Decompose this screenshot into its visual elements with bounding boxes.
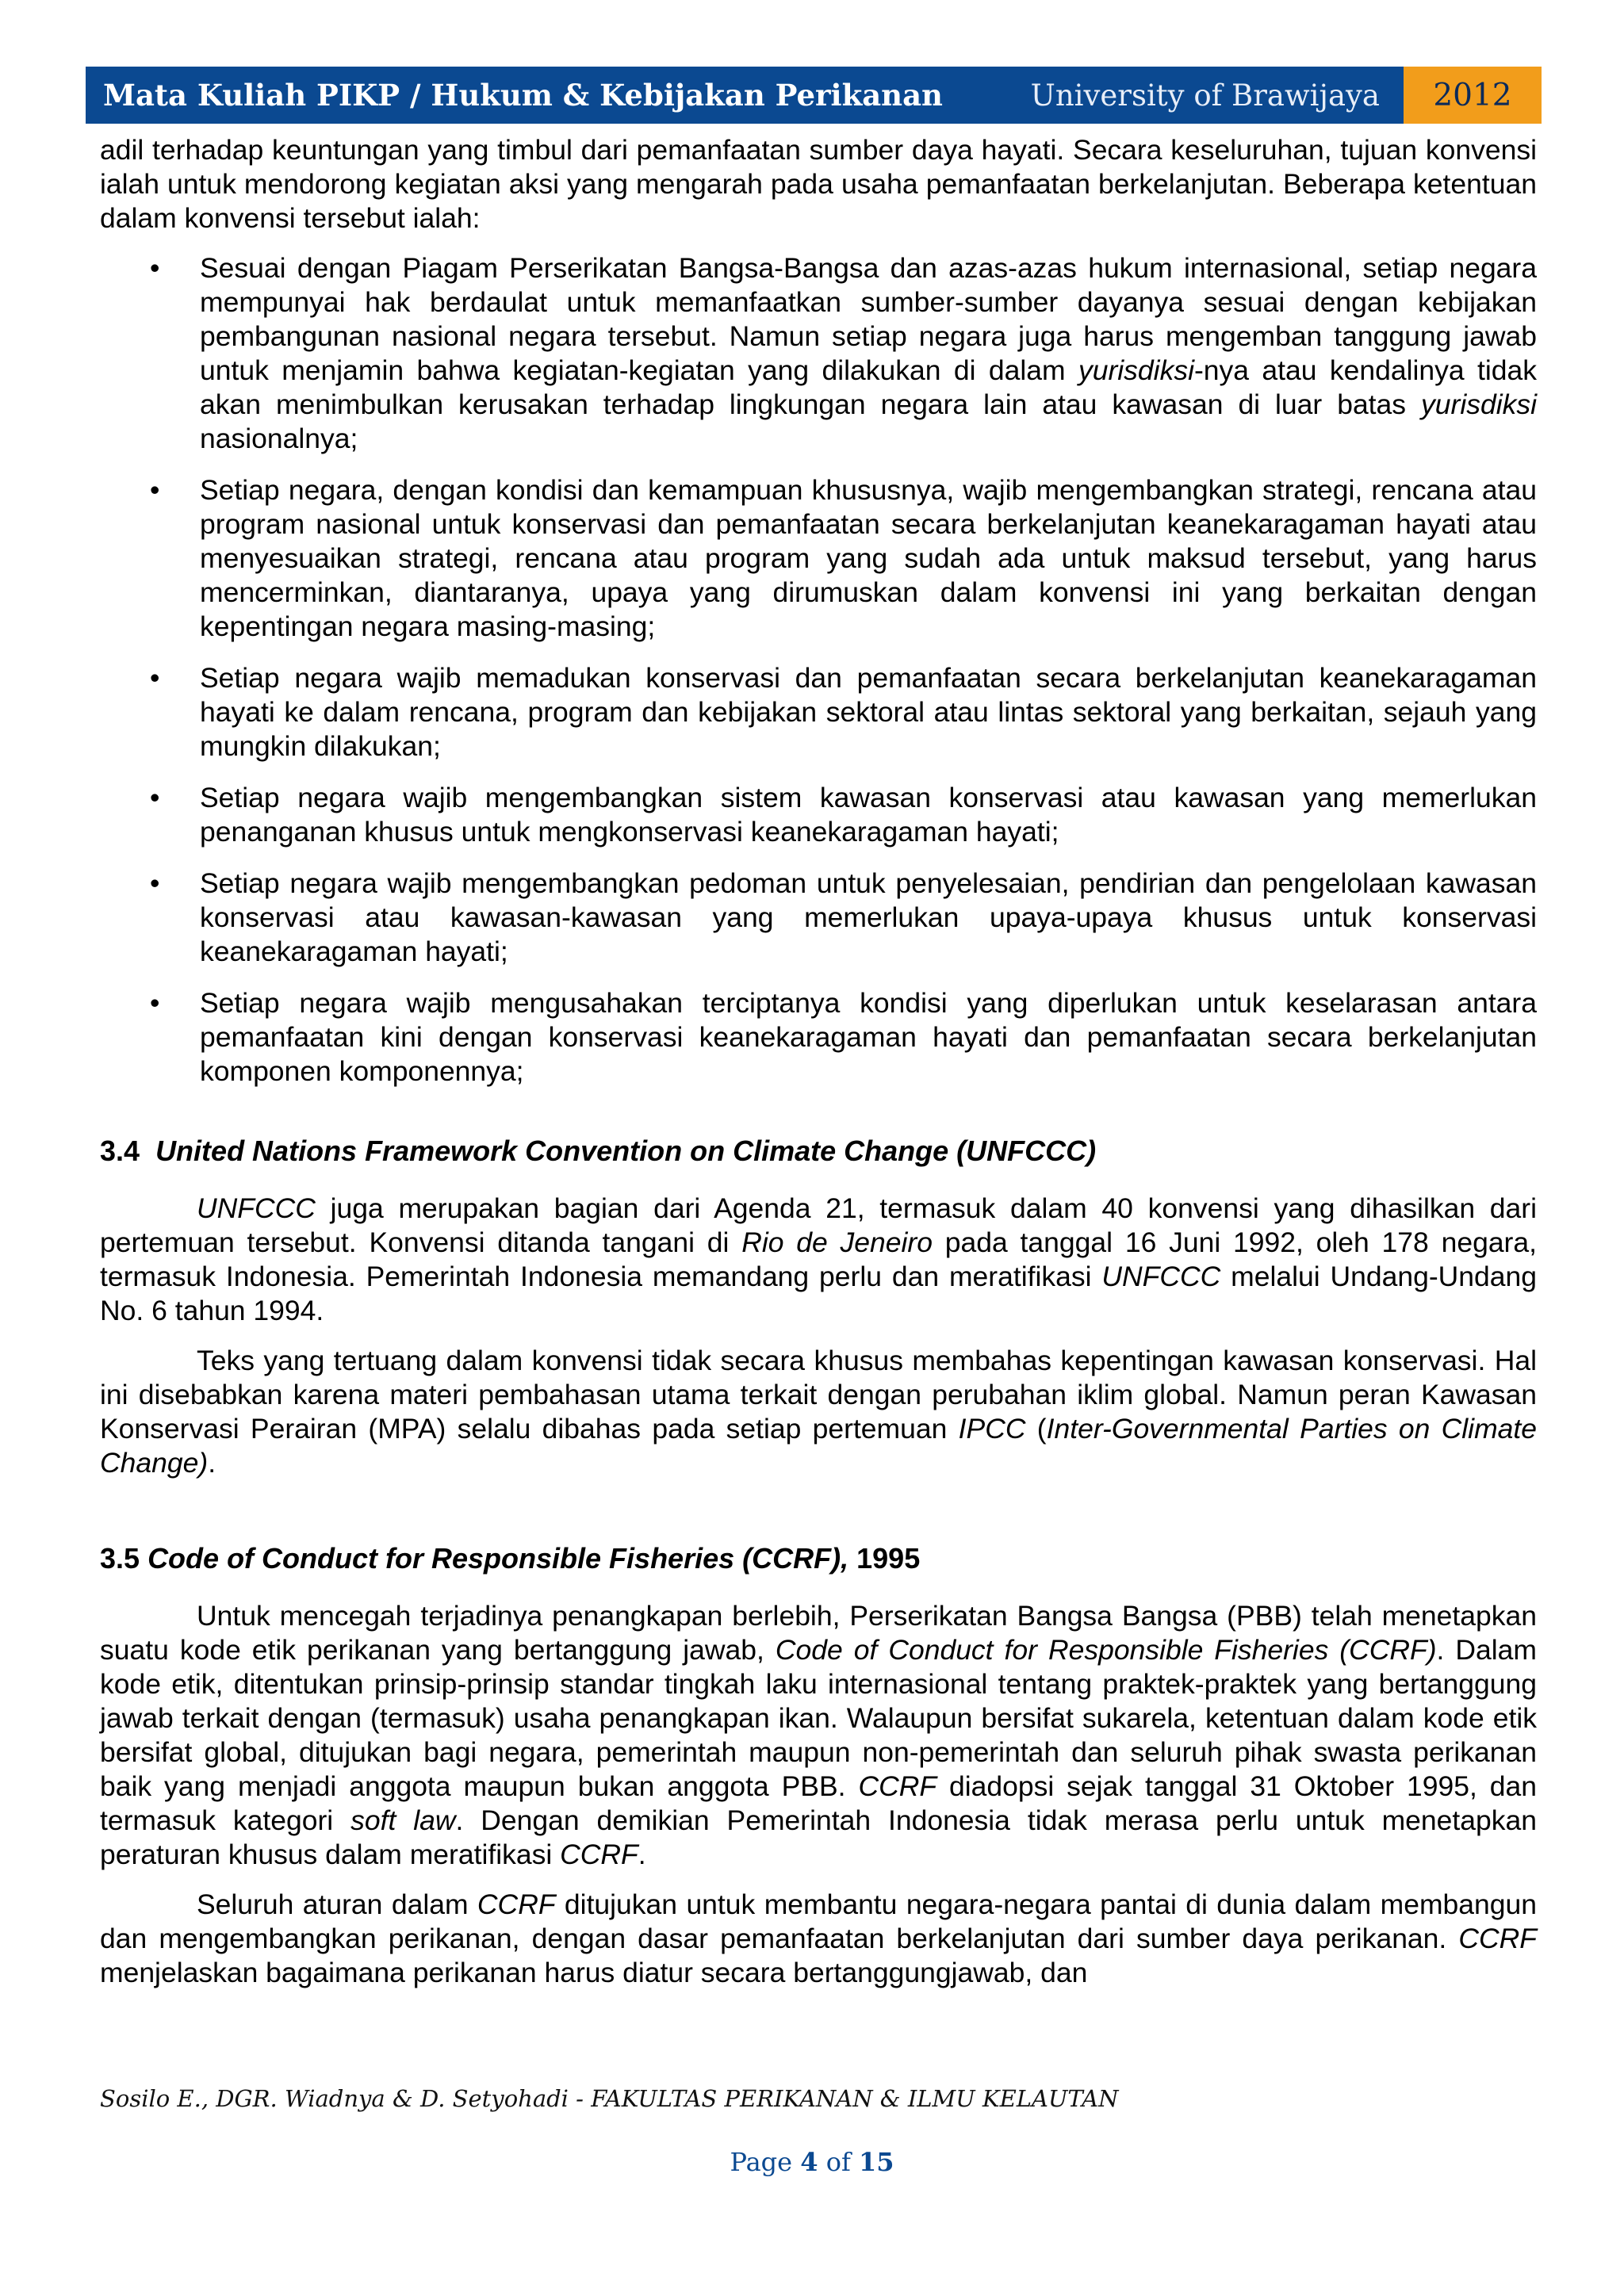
section-number: 3.5	[100, 1542, 140, 1575]
list-item	[100, 986, 1537, 1089]
header-year: 2012	[1404, 67, 1542, 124]
section-year: 1995	[856, 1542, 921, 1575]
footer-authors: Sosilo E., DGR. Wiadnya & D. Setyohadi - FAKULTAS PERIKANAN & ILMU KELAUTAN	[100, 2085, 1119, 2112]
list-item-text: Setiap negara wajib memadukan konservasi dan pemanfaatan secara berkelanjutan keanekaragaman hayati ke dalam rencana, program dan kebijakan sektoral atau lintas sektoral yang berkaitan, sejauh yang mungkin dilakukan;	[200, 662, 1537, 762]
paragraph-text: .	[638, 1839, 646, 1870]
list-item	[100, 251, 1537, 456]
paragraph-text: diadopsi sejak tanggal 31 Oktober 1995, dan termasuk kategori	[100, 1770, 1537, 1836]
list-item-text: Setiap negara wajib mengembangkan pedoman untuk penyelesaian, pendirian dan pengelolaan kawasan konservasi atau kawasan-kawasan yang memerlukan upaya-upaya khusus untuk konservasi keanekaragaman hayati;	[200, 867, 1537, 967]
list-item-text: nasionalnya;	[200, 423, 358, 454]
italic-term: CCRF	[477, 1888, 556, 1920]
list-item	[100, 867, 1537, 969]
italic-term: Code of Conduct for Responsible Fisheries (CCRF)	[775, 1634, 1437, 1666]
list-item-text: Setiap negara, dengan kondisi dan kemampuan khususnya, wajib mengembangkan strategi, rencana atau program nasional untuk konservasi dan pemanfaatan secara berkelanjutan keanekaragaman hayati atau menyesuaikan strategi, rencana atau program yang sudah ada untuk maksud tersebut, yang harus mencerminkan, diantaranya, upaya yang dirumuskan dalam konvensi ini yang berkaitan dengan kepentingan negara masing-masing;	[200, 474, 1537, 642]
paragraph-text: (	[1025, 1413, 1047, 1445]
intro-paragraph: adil terhadap keuntungan yang timbul dari pemanfaatan sumber daya hayati. Secara keseluruhan, tujuan konvensi ialah untuk mendorong kegiatan aksi yang mengarah pada usaha pemanfaatan berkelanjutan. Beberapa ketentuan dalam konvensi tersebut ialah:	[100, 134, 1537, 234]
italic-term: CCRF	[1458, 1923, 1537, 1954]
list-item-text: Setiap negara wajib mengusahakan terciptanya kondisi yang diperlukan untuk keselarasan antara pemanfaatan kini dengan konservasi keanekaragaman hayati dan pemanfaatan secara berkelanjutan komponen komponennya;	[200, 987, 1537, 1087]
section-heading-3-4	[100, 1133, 1537, 1169]
list-item	[100, 473, 1537, 644]
paragraph-text: Seluruh aturan dalam	[197, 1888, 477, 1920]
ccrf-paragraph-2	[100, 1888, 1537, 1990]
italic-term: Rio de Jeneiro	[741, 1226, 933, 1258]
page-number	[0, 2147, 1624, 2177]
italic-term: CCRF	[560, 1839, 638, 1870]
bullet-icon: •	[150, 474, 160, 506]
italic-term: UNFCCC	[1101, 1261, 1221, 1292]
list-item	[100, 781, 1537, 849]
paragraph-text: . Dengan demikian Pemerintah Indonesia tidak merasa perlu untuk menetapkan peraturan khusus dalam meratifikasi	[100, 1804, 1537, 1870]
paragraph-text: pada tanggal 16 Juni 1992, oleh 178 negara, termasuk Indonesia. Pemerintah Indonesia memandang perlu dan meratifikasi	[100, 1226, 1537, 1292]
italic-term: CCRF	[858, 1770, 937, 1802]
paragraph-text: .	[208, 1447, 216, 1479]
bullet-icon: •	[150, 867, 160, 899]
paragraph-text: melalui Undang-Undang No. 6 tahun 1994.	[100, 1261, 1537, 1326]
italic-term: IPCC	[958, 1413, 1026, 1445]
italic-term: Inter-Governmental Parties on Climate Change)	[100, 1413, 1537, 1479]
list-item-text: Setiap negara wajib mengembangkan sistem kawasan konservasi atau kawasan yang memerlukan penanganan khusus untuk mengkonservasi keanekaragaman hayati;	[200, 782, 1537, 848]
page-of-label: of	[825, 2147, 851, 2177]
paragraph-text: menjelaskan bagaimana perikanan harus diatur secara bertanggungjawab, dan	[100, 1957, 1088, 1988]
list-item-text: Sesuai dengan Piagam Perserikatan Bangsa-Bangsa dan azas-azas hukum internasional, setiap negara mempunyai hak berdaulat untuk memanfaatkan sumber-sumber dayanya sesuai dengan kebijakan pembangunan nasional negara tersebut. Namun setiap negara juga harus mengemban tanggung jawab untuk menjamin bahwa kegiatan-kegiatan yang dilakukan di dalam	[200, 252, 1537, 386]
course-title: Mata Kuliah PIKP / Hukum & Kebijakan Perikanan	[103, 78, 943, 113]
list-item	[100, 661, 1537, 763]
list-item-text: -nya atau kendalinya tidak akan menimbulkan kerusakan terhadap lingkungan negara lain atau kawasan di luar batas	[200, 354, 1537, 420]
paragraph-text: Teks yang tertuang dalam konvensi tidak secara khusus membahas kepentingan kawasan konservasi. Hal ini disebabkan karena materi pembahasan utama terkait dengan perubahan iklim global. Namun peran Kawasan Konservasi Perairan (MPA) selalu dibahas pada setiap pertemuan	[100, 1345, 1537, 1445]
ccrf-paragraph-1	[100, 1599, 1537, 1872]
bullet-icon: •	[150, 252, 160, 284]
unfccc-paragraph-1	[100, 1192, 1537, 1328]
paragraph-text: juga merupakan bagian dari Agenda 21, termasuk dalam 40 konvensi yang dihasilkan dari pertemuan tersebut. Konvensi ditanda tangani di	[100, 1192, 1537, 1258]
university-name: University of Brawijaya	[1030, 78, 1380, 113]
italic-term: soft law	[350, 1804, 456, 1836]
italic-term: UNFCCC	[197, 1192, 316, 1224]
document-body	[100, 133, 1537, 1990]
list-item-italic: yurisdiksi	[1078, 354, 1194, 386]
paragraph-text: ditujukan untuk membantu negara-negara pantai di dunia dalam membangun dan mengembangkan perikanan, dengan dasar pemanfaatan berkelanjutan dari sumber daya perikanan.	[100, 1888, 1537, 1954]
page-current: 4	[800, 2147, 818, 2177]
section-title: United Nations Framework Convention on Climate Change (UNFCCC)	[155, 1135, 1097, 1167]
section-number: 3.4	[100, 1135, 140, 1167]
page-header	[86, 67, 1542, 124]
list-item-italic: yurisdiksi	[1421, 388, 1537, 420]
provisions-list	[100, 251, 1537, 1089]
section-heading-3-5	[100, 1540, 1537, 1577]
bullet-icon: •	[150, 782, 160, 813]
paragraph-text: Untuk mencegah terjadinya penangkapan berlebih, Perserikatan Bangsa Bangsa (PBB) telah menetapkan suatu kode etik perikanan yang bertanggung jawab,	[100, 1600, 1537, 1666]
header-bar	[86, 67, 1404, 124]
paragraph-text: . Dalam kode etik, ditentukan prinsip-prinsip standar tingkah laku internasional tentang praktek-praktek yang bertanggung jawab terkait dengan (termasuk) usaha penangkapan ikan. Walaupun bersifat sukarela, ketentuan dalam kode etik bersifat global, ditujukan bagi negara, pemerintah maupun non-pemerintah dan seluruh pihak swasta perikanan baik yang menjadi anggota maupun bukan anggota PBB.	[100, 1634, 1537, 1802]
page-total: 15	[858, 2147, 894, 2177]
section-title: Code of Conduct for Responsible Fisheries (CCRF),	[147, 1542, 849, 1575]
unfccc-paragraph-2	[100, 1344, 1537, 1480]
page-label: Page	[730, 2147, 793, 2177]
bullet-icon: •	[150, 987, 160, 1019]
bullet-icon: •	[150, 662, 160, 694]
